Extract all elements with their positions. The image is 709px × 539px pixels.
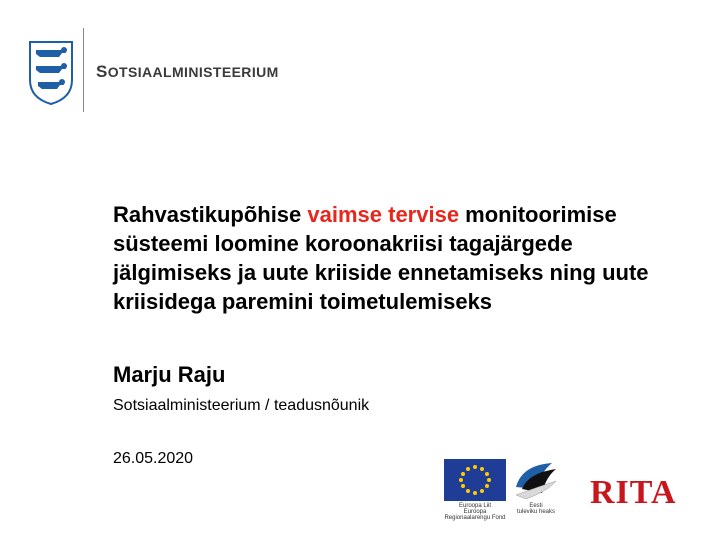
eu-caption-line-2: Euroopa <box>463 509 487 515</box>
estonia-future-logo <box>512 459 560 521</box>
ee-caption-line-1: Eesti <box>529 503 543 509</box>
slide-title <box>113 200 673 316</box>
eu-flag-icon <box>444 459 506 501</box>
estonia-future-caption <box>512 503 560 515</box>
coat-of-arms-icon <box>28 40 74 106</box>
ministry-name-initial: S <box>96 62 108 81</box>
ministry-name-rest: OTSIAALMINISTEERIUM <box>107 64 279 80</box>
title-accent: vaimse tervise <box>307 202 460 227</box>
eu-caption-line-1: Euroopa Liit <box>458 503 492 509</box>
presenter-name: Marju Raju <box>113 362 226 387</box>
title-part-2: monitoorimise süsteemi loomine koroonakriisi tagajärgede jälgimiseks ja uute kriiside ennetamiseks ning uute kriisidega paremini toimetulemiseks <box>113 202 649 314</box>
title-part-1: Rahvastikupõhise <box>113 202 308 227</box>
ministry-name <box>96 62 279 82</box>
ministry-logo <box>22 28 282 118</box>
header-divider <box>83 28 84 112</box>
presentation-date: 26.05.2020 <box>113 450 194 467</box>
eu-fund-logo <box>444 459 506 521</box>
rita-logo: RITA <box>590 474 677 511</box>
eu-caption-line-3: Regionaalarengu Fond <box>444 515 506 521</box>
estonian-flag-swoosh-icon <box>512 459 560 501</box>
ee-caption-line-2: tuleviku heaks <box>516 509 556 515</box>
eu-stars-icon <box>444 459 506 501</box>
eu-fund-caption <box>444 503 506 521</box>
presenter-role: Sotsiaalministeerium / teadusnõunik <box>113 397 370 414</box>
